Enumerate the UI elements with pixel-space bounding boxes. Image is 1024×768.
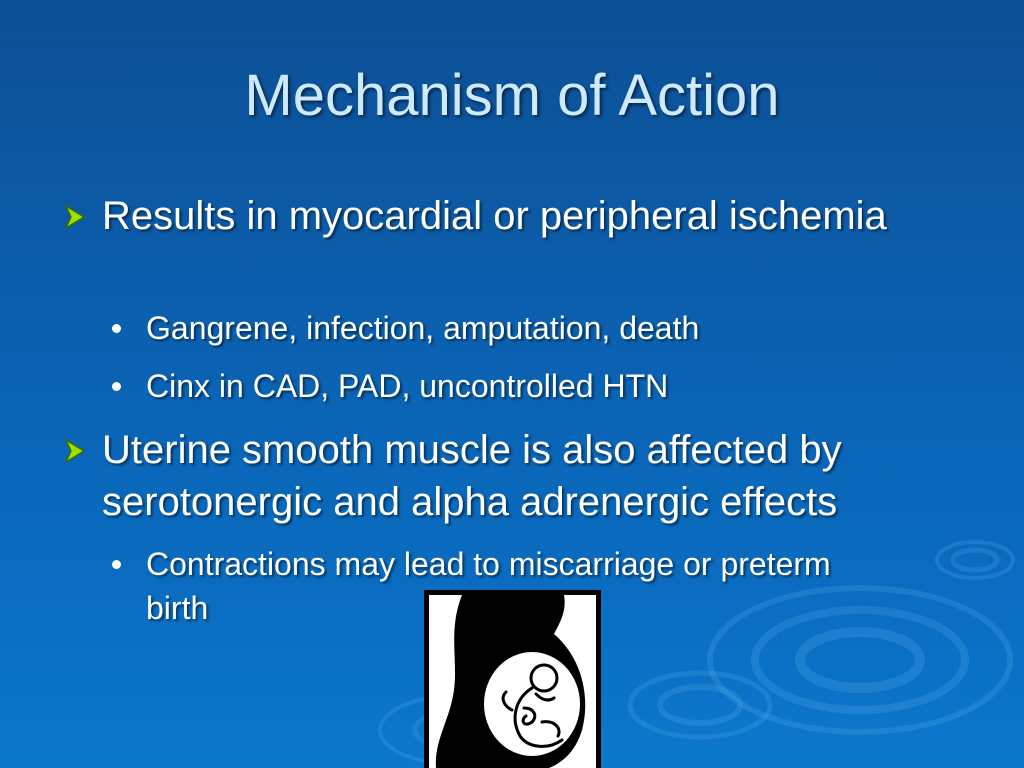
dot-bullet-icon — [112, 324, 121, 333]
bullet-text: Uterine smooth muscle is also affected by serotonergic and alpha adrenergic effects — [102, 428, 842, 524]
arrow-bullet-icon — [62, 204, 88, 230]
dot-bullet-icon — [112, 382, 121, 391]
bullet-text: Results in myocardial or peripheral ischemia — [102, 194, 887, 238]
sub-bullet-text: Gangrene, infection, amputation, death — [146, 310, 700, 346]
pregnancy-fetus-clipart-icon — [424, 590, 601, 768]
bullet-item — [62, 424, 972, 528]
sub-bullet-text: Contractions may lead to miscarriage or preterm birth — [146, 546, 831, 626]
slide-title: Mechanism of Action — [244, 63, 780, 128]
sub-bullet-item — [112, 364, 872, 408]
bullet-item — [62, 190, 972, 242]
sub-bullet-text: Cinx in CAD, PAD, uncontrolled HTN — [146, 368, 669, 404]
dot-bullet-icon — [112, 560, 121, 569]
arrow-bullet-icon — [62, 438, 88, 464]
sub-bullet-item — [112, 306, 872, 350]
